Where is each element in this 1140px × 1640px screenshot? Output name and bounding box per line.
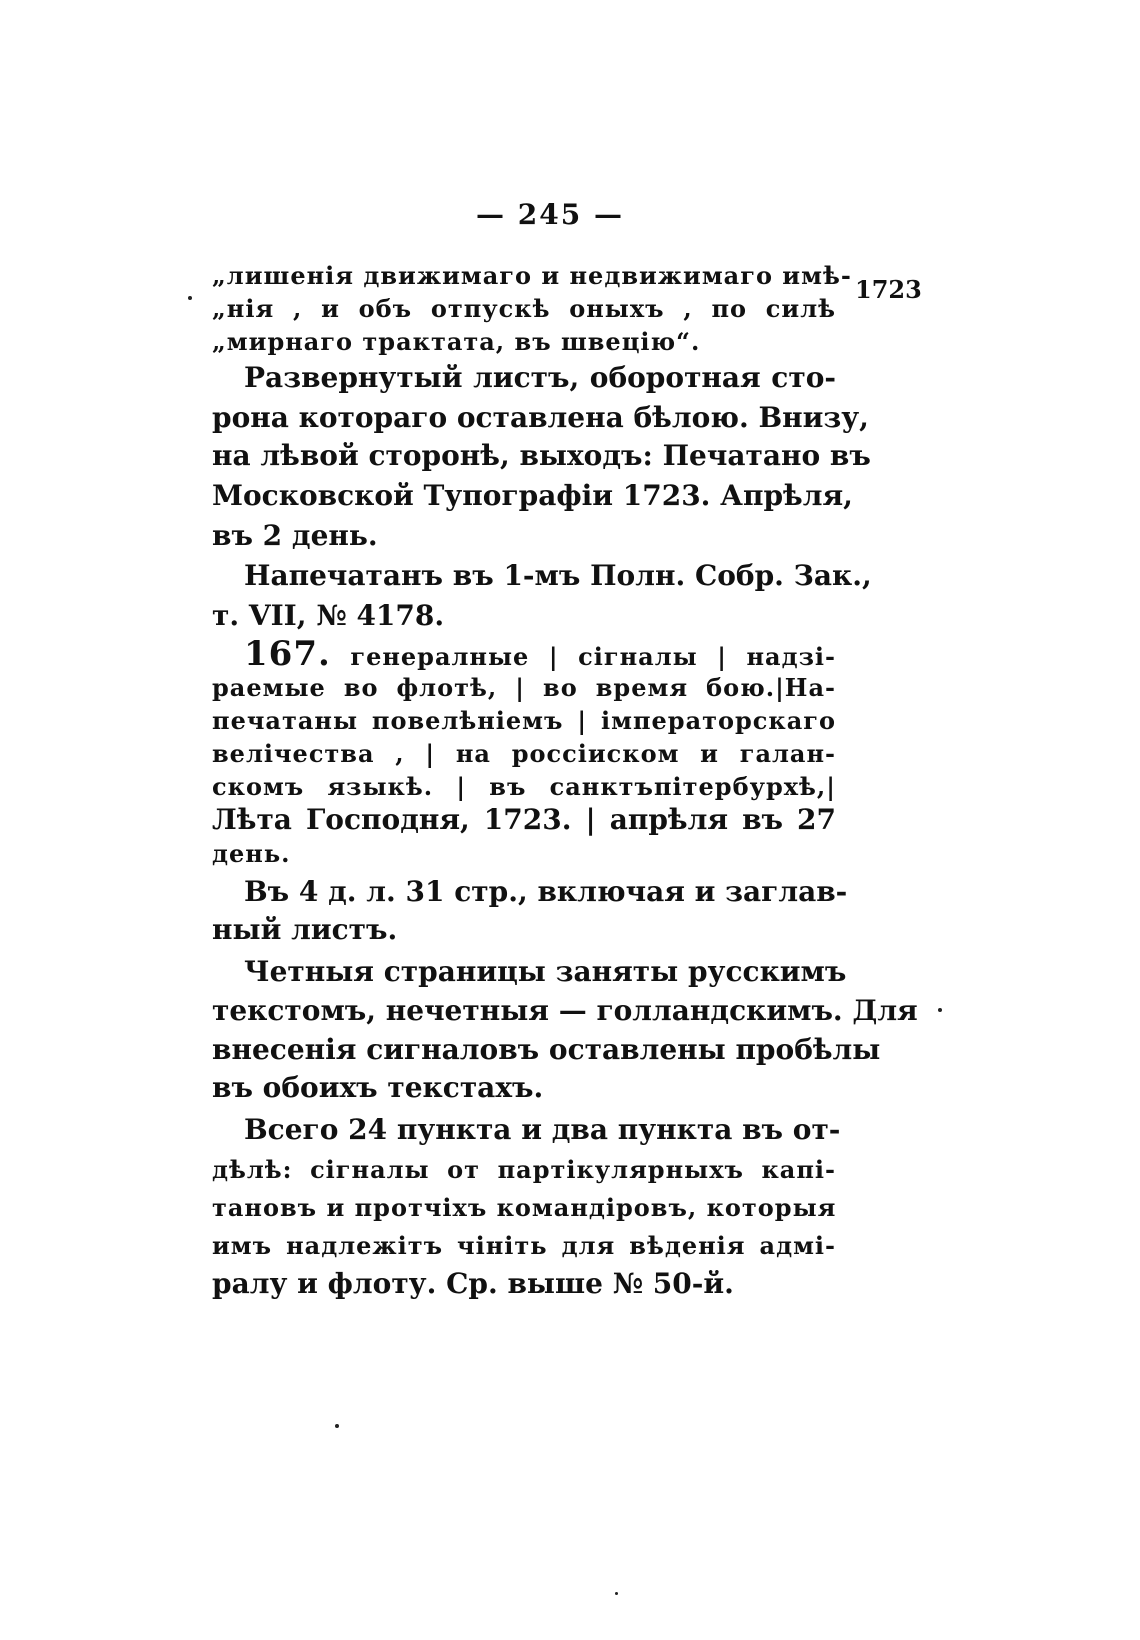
text-line: Развернутый листъ, оборотная сто- [244, 361, 836, 394]
text-line: тановъ и протчіхъ командіровъ, которыя [212, 1193, 837, 1222]
text-line: Московской Тупографіи 1723. Апрѣля, [212, 479, 853, 512]
text-line: рона котораго оставлена бѣлою. Внизу, [212, 401, 869, 434]
text-line: „мирнаго трактата, въ швецію“. [212, 327, 701, 356]
ink-speck [188, 296, 192, 300]
text-line: ралу и флоту. Ср. выше № 50-й. [212, 1267, 734, 1300]
text-line: Лѣта Господня, 1723. | апрѣля въ 27 [212, 803, 836, 836]
text-line: ный листъ. [212, 913, 398, 946]
ink-speck [615, 1592, 618, 1595]
text-line: Напечатанъ въ 1-мъ Полн. Собр. Зак., [244, 559, 872, 592]
ink-speck [938, 1008, 942, 1012]
text-line: генералные | сігналы | надзі- [350, 642, 836, 671]
ink-speck [335, 1424, 339, 1428]
text-line: раемые во флотѣ, | во время бою.|На- [212, 673, 836, 702]
text-line: Четныя страницы заняты русскимъ [244, 955, 847, 988]
text-line: „нія , и объ отпускѣ оныхъ , по силѣ [212, 294, 836, 323]
entry-number: 167. [244, 634, 331, 674]
text-line: т. VII, № 4178. [212, 599, 445, 632]
text-line: внесенія сигналовъ оставлены пробѣлы [212, 1033, 881, 1066]
text-line: скомъ языкѣ. | въ санктъпітербурхѣ,| [212, 772, 836, 801]
text-line: Въ 4 д. л. 31 стр., включая и заглав- [244, 875, 848, 908]
text-line: въ 2 день. [212, 519, 378, 552]
text-line: велічества , | на россіиском и галан- [212, 739, 836, 768]
text-line: день. [212, 839, 291, 868]
text-line: печатаны повелѣніемъ | імператорскаго [212, 706, 836, 735]
text-line: въ обоихъ текстахъ. [212, 1071, 544, 1104]
text-line: „лишенія движимаго и недвижимаго имѣ- [212, 261, 852, 290]
text-line: на лѣвой сторонѣ, выходъ: Печатано въ [212, 439, 871, 472]
text-line: дѣлѣ: сігналы от партікулярныхъ капі- [212, 1155, 836, 1184]
page-number: — 245 — [476, 198, 624, 231]
text-line: имъ надлежітъ чініть для вѣденія адмі- [212, 1231, 836, 1260]
margin-year: 1723 [855, 275, 922, 304]
text-line: Всего 24 пункта и два пункта въ от- [244, 1113, 841, 1146]
text-line: текстомъ, нечетныя — голландскимъ. Для [212, 994, 918, 1027]
